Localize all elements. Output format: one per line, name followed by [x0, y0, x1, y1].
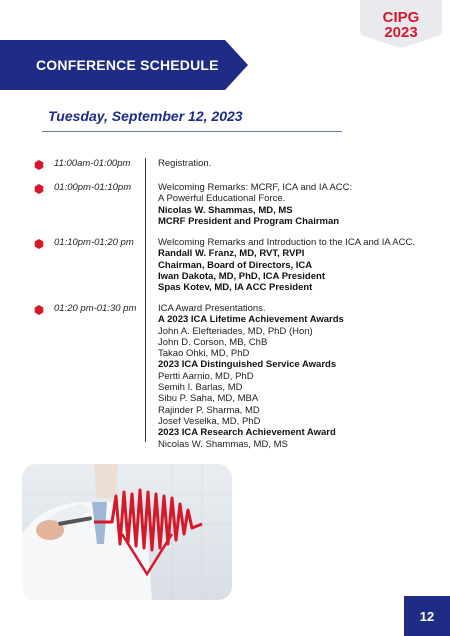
timeline-divider [145, 158, 146, 442]
session-line: ICA Award Presentations. [158, 303, 266, 314]
session-time: 01:00pm-01:10pm [54, 182, 132, 193]
session-line: Semih I. Barlas, MD [158, 382, 243, 394]
session-line: 2023 ICA Research Achievement Award [158, 427, 336, 439]
hexagon-bullet-icon [34, 305, 44, 315]
session-line: Registration. [158, 158, 212, 169]
session-line: Nicolas W. Shammas, MD, MS [158, 438, 288, 450]
session-line: Welcoming Remarks: MCRF, ICA and IA ACC: [158, 182, 353, 193]
session-line: Nicolas W. Shammas, MD, MS [158, 204, 293, 216]
session-line: Rajinder P. Sharma, MD [158, 404, 260, 416]
hexagon-bullet-icon [34, 239, 44, 249]
session-line: MCRF President and Program Chairman [158, 215, 340, 227]
session-description [158, 303, 344, 450]
session-line: Takao Ohki, MD, PhD [158, 348, 250, 360]
session-line: John D. Corson, MB, ChB [158, 336, 268, 348]
doctor-heart-ecg-photo [22, 464, 232, 600]
session-line: A Powerful Educational Force. [158, 193, 286, 205]
schedule-date: Tuesday, September 12, 2023 [48, 108, 243, 124]
session-line: A 2023 ICA Lifetime Achievement Awards [158, 314, 344, 326]
session-description [158, 182, 352, 227]
page-number: 12 [419, 609, 435, 624]
cipg-badge-text: CIPG 2023 [382, 9, 420, 41]
date-underline [42, 131, 342, 132]
session-line: Spas Kotev, MD, IA ACC President [158, 282, 313, 294]
hexagon-bullet-icon [34, 160, 44, 170]
session-time: 01:20 pm-01:30 pm [54, 303, 137, 314]
session-line: Josef Veselka, MD, PhD [158, 415, 261, 427]
session-time: 01:10pm-01:20 pm [54, 237, 134, 248]
session-line: Randall W. Franz, MD, RVT, RVPI [158, 248, 305, 260]
session-line: John A. Elefteriades, MD, PhD (Hon) [158, 325, 313, 337]
session-line: Iwan Dakota, MD, PhD, ICA President [158, 270, 325, 282]
session-time: 11:00am-01:00pm [54, 158, 131, 169]
session-line: Sibu P. Saha, MD, MBA [158, 393, 259, 405]
session-line: Welcoming Remarks and Introduction to the ICA and IA ACC. [158, 237, 415, 248]
session-line: 2023 ICA Distinguished Service Awards [158, 359, 337, 371]
session-description [158, 158, 211, 169]
session-description [158, 237, 415, 293]
session-line: Chairman, Board of Directors, ICA [158, 259, 313, 271]
hexagon-bullet-icon [34, 184, 44, 194]
heart-ecg-illustration [22, 464, 232, 600]
banner-title: CONFERENCE SCHEDULE [36, 57, 219, 73]
session-line: Pertti Aarnio, MD, PhD [158, 370, 254, 382]
